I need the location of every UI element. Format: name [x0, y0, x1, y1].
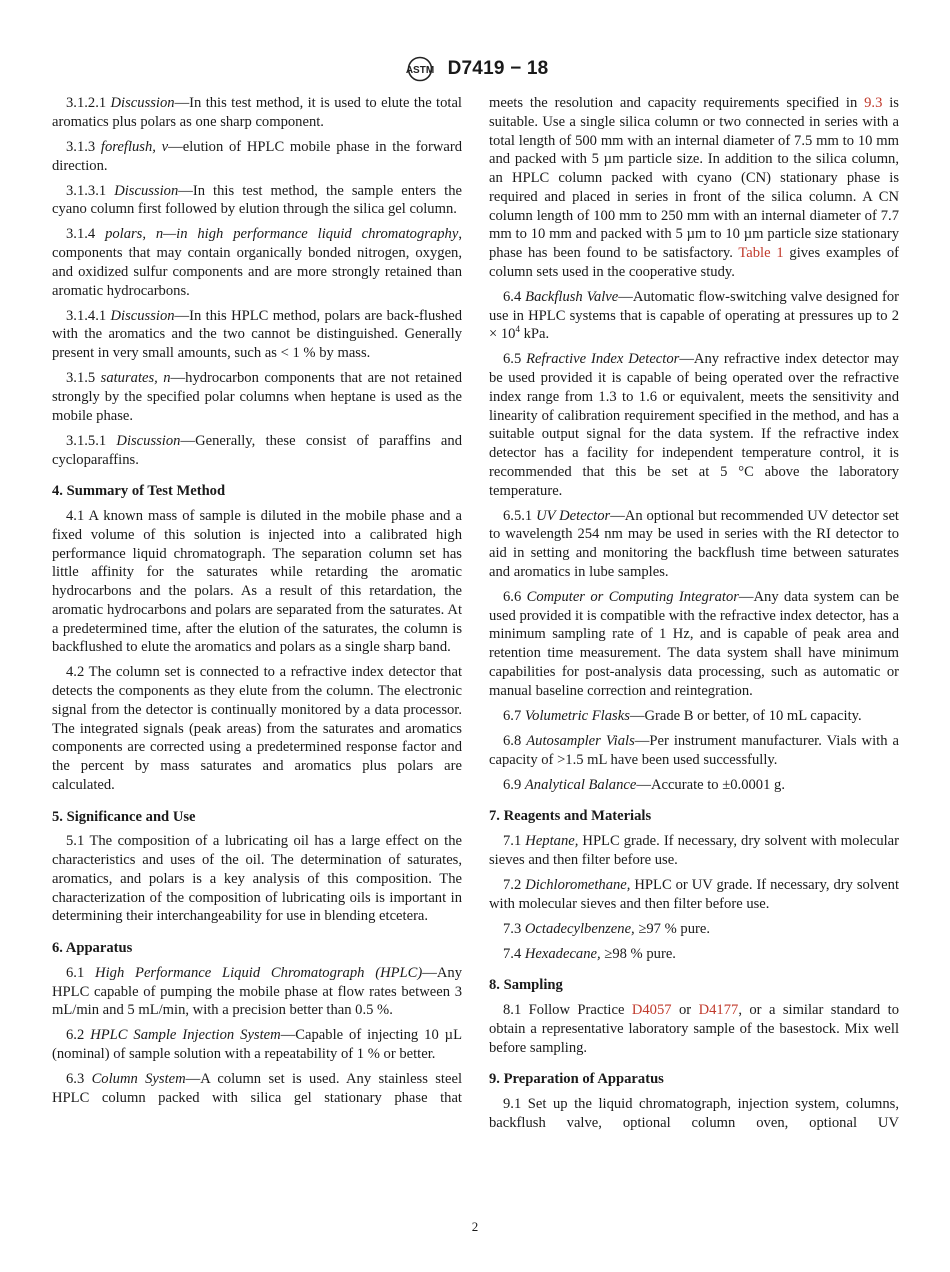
- paragraph: [489, 507, 899, 582]
- paragraph: [489, 1001, 899, 1057]
- cross-reference-link[interactable]: Table 1: [738, 245, 784, 261]
- text-run: —Any refractive index detector may be used provided it is capable of being operated over the refractive index range from 1.3 to 1.6 or equivalent, meets the sensitivity and linearity of calibration requirement specified in the method, and has a suitable output signal for the data system. If the refractive index detector has a facility for independent temperature control, it is recommended that this be set at 5 °C above the laboratory temperature.: [489, 351, 899, 499]
- paragraph: [52, 663, 462, 794]
- text-run: 3.1.5.1: [66, 432, 117, 449]
- defined-term: Analytical Balance: [524, 776, 637, 793]
- paragraph: [489, 588, 899, 701]
- page-number: 2: [471, 1219, 479, 1234]
- paragraph: [489, 350, 899, 500]
- paragraph: [489, 776, 899, 795]
- defined-term: Refractive Index Detector: [526, 351, 680, 368]
- text-run: —Generally, these consist of paraffins and cycloparaffins.: [52, 432, 463, 468]
- section-heading: 9. Preparation of Apparatus: [489, 1071, 664, 1088]
- text-run: 3.1.3.1: [66, 182, 115, 199]
- defined-term: Autosampler Vials: [526, 732, 635, 749]
- text-run: —Any HPLC capable of pumping the mobile phase at flow rates between 3 mL/min and 5 mL/min, with a precision better than 0.5 %.: [52, 964, 462, 1019]
- text-run: —In this test method, the sample enters the cyano column first followed by elution through the silica gel column.: [52, 182, 462, 218]
- defined-term: foreflush, v: [100, 138, 169, 155]
- section-heading: 5. Significance and Use: [52, 808, 196, 825]
- section-heading: 6. Apparatus: [52, 940, 133, 957]
- text-run: —Accurate to ±0.0001 g.: [636, 776, 785, 793]
- text-run: , components that may contain organically bonded nitrogen, oxygen, and oxidized sulfur components and are more strongly retained than aromatic hydrocarbons.: [52, 226, 462, 299]
- paragraph: [52, 182, 462, 220]
- defined-term: Volumetric Flasks: [524, 707, 630, 724]
- text-run: meets the resolution and capacity requirements specified in: [489, 95, 865, 111]
- defined-term: Backflush Valve: [525, 288, 619, 305]
- section-heading: 8. Sampling: [489, 977, 563, 994]
- text-run: —Per instrument manufacturer. Vials with a capacity of >1.5 mL have been used successfully.: [489, 732, 899, 768]
- defined-term: Discussion: [114, 182, 179, 199]
- text-run: 6.4: [503, 288, 526, 305]
- defined-term: Discussion: [110, 95, 175, 111]
- astm-logo: [402, 56, 438, 82]
- cross-reference-link[interactable]: D4177: [698, 1002, 739, 1019]
- text-run: 6.2: [66, 1027, 91, 1044]
- paragraph: [52, 307, 462, 363]
- text-run: 3.1.5: [66, 370, 101, 387]
- text-run: , or a similar standard to obtain a representative laboratory sample of the basestock. Mix well before sampling.: [489, 1002, 899, 1056]
- text-run: 3.1.4: [66, 226, 106, 243]
- text-run: —Any data system can be used provided it is compatible with the refractive index detector, has a minimum sampling rate of 1 Hz, and is capable of peak area and retention time measurement. The data system shall have minimum capabilities for post-analysis data processing, such as automatic or manual baseline correction and reintegration.: [489, 588, 899, 699]
- defined-term: Octadecylbenzene,: [524, 920, 635, 937]
- text-run: gives examples of column sets used in the cooperative study.: [489, 245, 899, 280]
- paragraph: [489, 920, 899, 939]
- paragraph: [489, 707, 899, 726]
- text-run: —Grade B or better, of 10 mL capacity.: [629, 707, 862, 724]
- text-run: 7.1: [503, 833, 526, 850]
- svg-text:ASTM: ASTM: [405, 65, 434, 76]
- text-run: 6.5.1: [503, 507, 537, 524]
- defined-term: HPLC Sample Injection System: [90, 1027, 281, 1044]
- text-run: 5.1 The composition of a lubricating oil has a large effect on the characteristics and uses of the oil. The determination of saturates, aromatics, and polars is a key analysis of this composition. The characterization of the composition of lubricating oils is important in determining their interchangeability for use in blending etcetera.: [52, 833, 462, 925]
- paragraph: [52, 832, 462, 926]
- text-run: 6.3: [66, 1071, 92, 1088]
- paragraph: [489, 94, 899, 282]
- text-run: 6.9: [503, 776, 525, 793]
- paragraph: [52, 369, 462, 425]
- text-run: —An optional but recommended UV detector set to wavelength 254 nm may be used in series with the RI detector to aid in setting and monitoring the backflush time between saturates and aromatics in lube samples.: [489, 507, 899, 580]
- paragraph: [489, 732, 899, 770]
- cross-reference-link[interactable]: 9.3: [864, 95, 883, 111]
- text-run: —In this HPLC method, polars are back-flushed with the aromatics and the two cannot be distinguished. Generally present in very small amounts, such as < 1 % by mass.: [52, 307, 463, 362]
- defined-term: saturates, n: [100, 370, 171, 387]
- document-designation: D7419 − 18: [447, 58, 549, 79]
- text-run: 6.1: [66, 964, 96, 981]
- text-run: 9.1 Set up the liquid chromatograph, injection system, columns, backflush valve, optional column oven, optional UV: [489, 1096, 899, 1131]
- text-run: ≥97 % pure.: [634, 920, 710, 937]
- paragraph: [489, 876, 899, 914]
- text-run: 3.1.2.1: [66, 95, 111, 111]
- text-run: is suitable. Use a single silica column or two connected in series with a total length of 500 mm with an internal diameter of 7.5 mm to 10 mm and packed with 5 µm particle size. In addition to the silica column, an HPLC column packed with cyano (CN) stationary phase is required and placed in series in front of the silica column. A CN column length of 100 mm to 250 mm with an internal diameter of 7.7 mm to 10 mm and packed with 5 µm to 10 µm particle size stationary phase has been found to be satisfactory.: [489, 95, 899, 261]
- page-header: [0, 56, 950, 82]
- left-column: [52, 94, 462, 1114]
- defined-term: Discussion: [116, 432, 181, 449]
- defined-term: Hexadecane,: [524, 945, 601, 962]
- paragraph: [52, 1070, 462, 1108]
- paragraph: [489, 288, 899, 344]
- paragraph: [52, 964, 462, 1020]
- text-run: 6.5: [503, 351, 527, 368]
- text-run: 4.1 A known mass of sample is diluted in the mobile phase and a fixed volume of this solution is injected into a calibrated high performance liquid chromatograph. The separation column set has little affinity for the saturates while retarding the aromatic hydrocarbons and the polars. As a result of this retardation, the aromatic hydrocarbons and polars are separated from the saturates. At a predetermined time, after the elution of the saturates, the column is backflushed to elute the aromatics and polars as a single sharp band.: [52, 508, 462, 656]
- text-run: —A column set is used. Any stainless steel HPLC column packed with silica gel stationary phase that: [52, 1071, 462, 1106]
- paragraph: [52, 138, 462, 176]
- section-heading: 7. Reagents and Materials: [489, 808, 652, 825]
- text-run: or: [671, 1002, 699, 1019]
- text-run: 3.1.3: [66, 138, 101, 155]
- text-run: HPLC grade. If necessary, dry solvent with molecular sieves and then filter before use.: [489, 833, 900, 868]
- text-run: —hydrocarbon components that are not retained strongly by the specified polar columns when heptane is used as the mobile phase.: [52, 370, 462, 424]
- paragraph: [489, 1095, 899, 1133]
- section-heading: 4. Summary of Test Method: [52, 483, 226, 500]
- defined-term: High Performance Liquid Chromatograph (HPLC): [95, 964, 423, 981]
- text-run: 4.2 The column set is connected to a refractive index detector that detects the components as they elute from the column. The electronic signal from the detector is continually monitored by a data processor. The integrated signals (peak areas) from the saturates and aromatics components are corrected using a predetermined response factor and the percent by mass saturates and aromatics plus polars are calculated.: [52, 664, 462, 793]
- right-column: [489, 94, 899, 1139]
- paragraph: [52, 225, 462, 300]
- text-run: —Capable of injecting 10 µL (nominal) of sample solution with a repeatability of 1 % or better.: [52, 1027, 463, 1063]
- defined-term: Computer or Computing Integrator: [526, 588, 739, 605]
- defined-term: Dichloromethane,: [525, 876, 631, 893]
- text-run: 8.1 Follow Practice: [503, 1002, 632, 1019]
- defined-term: Column System: [91, 1071, 186, 1088]
- paragraph: [489, 832, 899, 870]
- text-run: 7.3: [503, 920, 525, 937]
- text-run: kPa.: [519, 326, 550, 343]
- paragraph: [52, 94, 462, 132]
- text-run: 6.7: [503, 707, 525, 724]
- paragraph: [52, 507, 462, 657]
- text-run: 7.4: [503, 945, 525, 962]
- defined-term: Heptane,: [525, 833, 579, 850]
- superscript: 4: [515, 324, 520, 335]
- text-run: HPLC or UV grade. If necessary, dry solvent with molecular sieves and then filter before use.: [489, 876, 900, 912]
- defined-term: Discussion: [110, 307, 175, 324]
- text-run: ≥98 % pure.: [600, 945, 676, 962]
- text-run: 3.1.4.1: [66, 307, 111, 324]
- text-run: —In this test method, it is used to elute the total aromatics plus polars as one sharp component.: [52, 95, 462, 130]
- text-run: —elution of HPLC mobile phase in the forward direction.: [52, 138, 462, 174]
- text-run: 6.8: [503, 732, 527, 749]
- paragraph: [52, 432, 462, 470]
- text-run: 6.6: [503, 588, 527, 605]
- paragraph: [489, 945, 899, 964]
- text-run: 7.2: [503, 876, 526, 893]
- defined-term: UV Detector: [536, 507, 611, 524]
- cross-reference-link[interactable]: D4057: [631, 1002, 672, 1019]
- defined-term: polars, n—in high performance liquid chromatography: [105, 226, 459, 243]
- paragraph: [52, 1026, 462, 1064]
- text-run: —Automatic flow-switching valve designed for use in HPLC systems that is capable of operating at pressures up to 2 × 10: [489, 288, 899, 343]
